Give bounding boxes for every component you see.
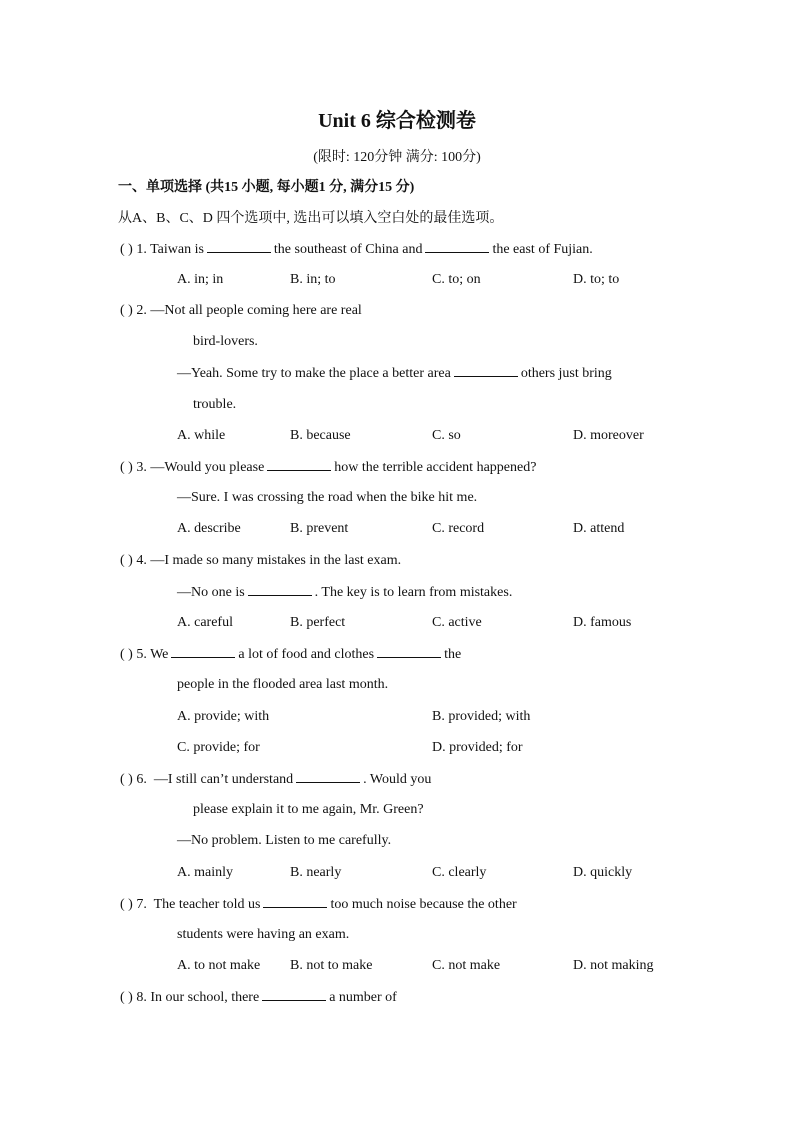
- question-number: 4.: [136, 553, 147, 568]
- question-text: a number of: [329, 990, 397, 1005]
- question-text: We: [150, 647, 169, 662]
- question-text: —Would you please: [150, 460, 265, 475]
- question-8: [120, 988, 397, 1007]
- question-text: [177, 583, 512, 602]
- question-7: [120, 895, 517, 914]
- answer-paren[interactable]: ( ): [120, 990, 133, 1005]
- answer-paren[interactable]: ( ): [120, 460, 133, 475]
- option-b: B. provided; with: [432, 709, 531, 724]
- option-c: C. clearly: [432, 865, 487, 880]
- option-c: C. to; on: [432, 272, 481, 287]
- option-a: A. mainly: [177, 865, 233, 880]
- blank: [296, 770, 360, 783]
- blank: [207, 240, 271, 253]
- option-a: A. while: [177, 428, 226, 443]
- question-text: students were having an exam.: [177, 927, 350, 942]
- answer-paren[interactable]: ( ): [120, 242, 133, 257]
- option-a: A. describe: [177, 521, 241, 536]
- blank: [171, 645, 235, 658]
- blank: [425, 240, 489, 253]
- section-heading: 一、单项选择 (共15 小题, 每小题1 分, 满分15 分): [118, 180, 415, 195]
- question-text: —I made so many mistakes in the last exam.: [150, 553, 402, 568]
- answer-paren[interactable]: ( ): [120, 647, 133, 662]
- question-text: the southeast of China and: [273, 242, 423, 257]
- question-text: —No problem. Listen to me carefully.: [177, 833, 392, 848]
- question-5: [120, 645, 461, 664]
- question-text: . Would you: [363, 772, 432, 787]
- question-text: The teacher told us: [153, 897, 261, 912]
- option-d: D. moreover: [573, 428, 644, 443]
- question-text: Taiwan is: [150, 242, 204, 257]
- question-number: 8.: [136, 990, 147, 1005]
- option-a: A. to not make: [177, 958, 261, 973]
- question-6: [120, 770, 431, 789]
- question-text: the east of Fujian.: [492, 242, 593, 257]
- option-c: C. not make: [432, 958, 501, 973]
- question-number: 7.: [136, 897, 147, 912]
- question-text: people in the flooded area last month.: [177, 677, 389, 692]
- blank: [377, 645, 441, 658]
- section-instruction: 从A、B、C、D 四个选项中, 选出可以填入空白处的最佳选项。: [118, 211, 504, 226]
- question-number: 2.: [136, 303, 147, 318]
- option-c: C. record: [432, 521, 485, 536]
- option-d: D. provided; for: [432, 740, 523, 755]
- blank: [263, 895, 327, 908]
- option-d: D. quickly: [573, 865, 633, 880]
- option-b: B. nearly: [290, 865, 342, 880]
- question-text: others just bring: [520, 366, 612, 381]
- question-text: —No one is: [177, 585, 245, 600]
- option-b: B. not to make: [290, 958, 373, 973]
- answer-paren[interactable]: ( ): [120, 303, 133, 318]
- answer-paren[interactable]: ( ): [120, 897, 133, 912]
- option-b: B. perfect: [290, 615, 346, 630]
- question-text: trouble.: [193, 397, 237, 412]
- option-c: C. active: [432, 615, 482, 630]
- option-b: B. in; to: [290, 272, 336, 287]
- question-number: 3.: [136, 460, 147, 475]
- question-text: please explain it to me again, Mr. Green?: [193, 802, 424, 817]
- question-3: [120, 458, 536, 477]
- question-text: —I still can’t understand: [153, 772, 294, 787]
- blank: [267, 458, 331, 471]
- question-text: too much noise because the other: [330, 897, 517, 912]
- question-text: [177, 364, 612, 383]
- question-2: [120, 302, 362, 320]
- question-text: —Sure. I was crossing the road when the bike hit me.: [177, 490, 478, 505]
- question-text: —Yeah. Some try to make the place a better area: [177, 366, 451, 381]
- question-number: 5.: [136, 647, 147, 662]
- page-title: Unit 6 综合检测卷: [318, 110, 476, 132]
- option-a: A. in; in: [177, 272, 224, 287]
- question-text: In our school, there: [150, 990, 260, 1005]
- question-text: a lot of food and clothes: [238, 647, 375, 662]
- blank: [454, 364, 518, 377]
- option-c: C. so: [432, 428, 461, 443]
- question-4: [120, 552, 401, 570]
- blank: [248, 583, 312, 596]
- option-c: C. provide; for: [177, 740, 260, 755]
- question-text: bird-lovers.: [193, 334, 258, 349]
- option-d: D. to; to: [573, 272, 620, 287]
- option-b: B. because: [290, 428, 351, 443]
- option-d: D. not making: [573, 958, 654, 973]
- question-text: . The key is to learn from mistakes.: [314, 585, 513, 600]
- option-b: B. prevent: [290, 521, 349, 536]
- option-d: D. attend: [573, 521, 625, 536]
- answer-paren[interactable]: ( ): [120, 553, 133, 568]
- question-number: 1.: [136, 242, 147, 257]
- question-1: [120, 240, 593, 259]
- option-d: D. famous: [573, 615, 632, 630]
- question-text: the: [444, 647, 462, 662]
- question-number: 6.: [136, 772, 147, 787]
- answer-paren[interactable]: ( ): [120, 772, 133, 787]
- question-text: —Not all people coming here are real: [150, 303, 362, 318]
- option-a: A. provide; with: [177, 709, 270, 724]
- blank: [262, 988, 326, 1001]
- option-a: A. careful: [177, 615, 233, 630]
- question-text: how the terrible accident happened?: [334, 460, 537, 475]
- time-limit-subtitle: (限时: 120分钟 满分: 100分): [313, 150, 481, 165]
